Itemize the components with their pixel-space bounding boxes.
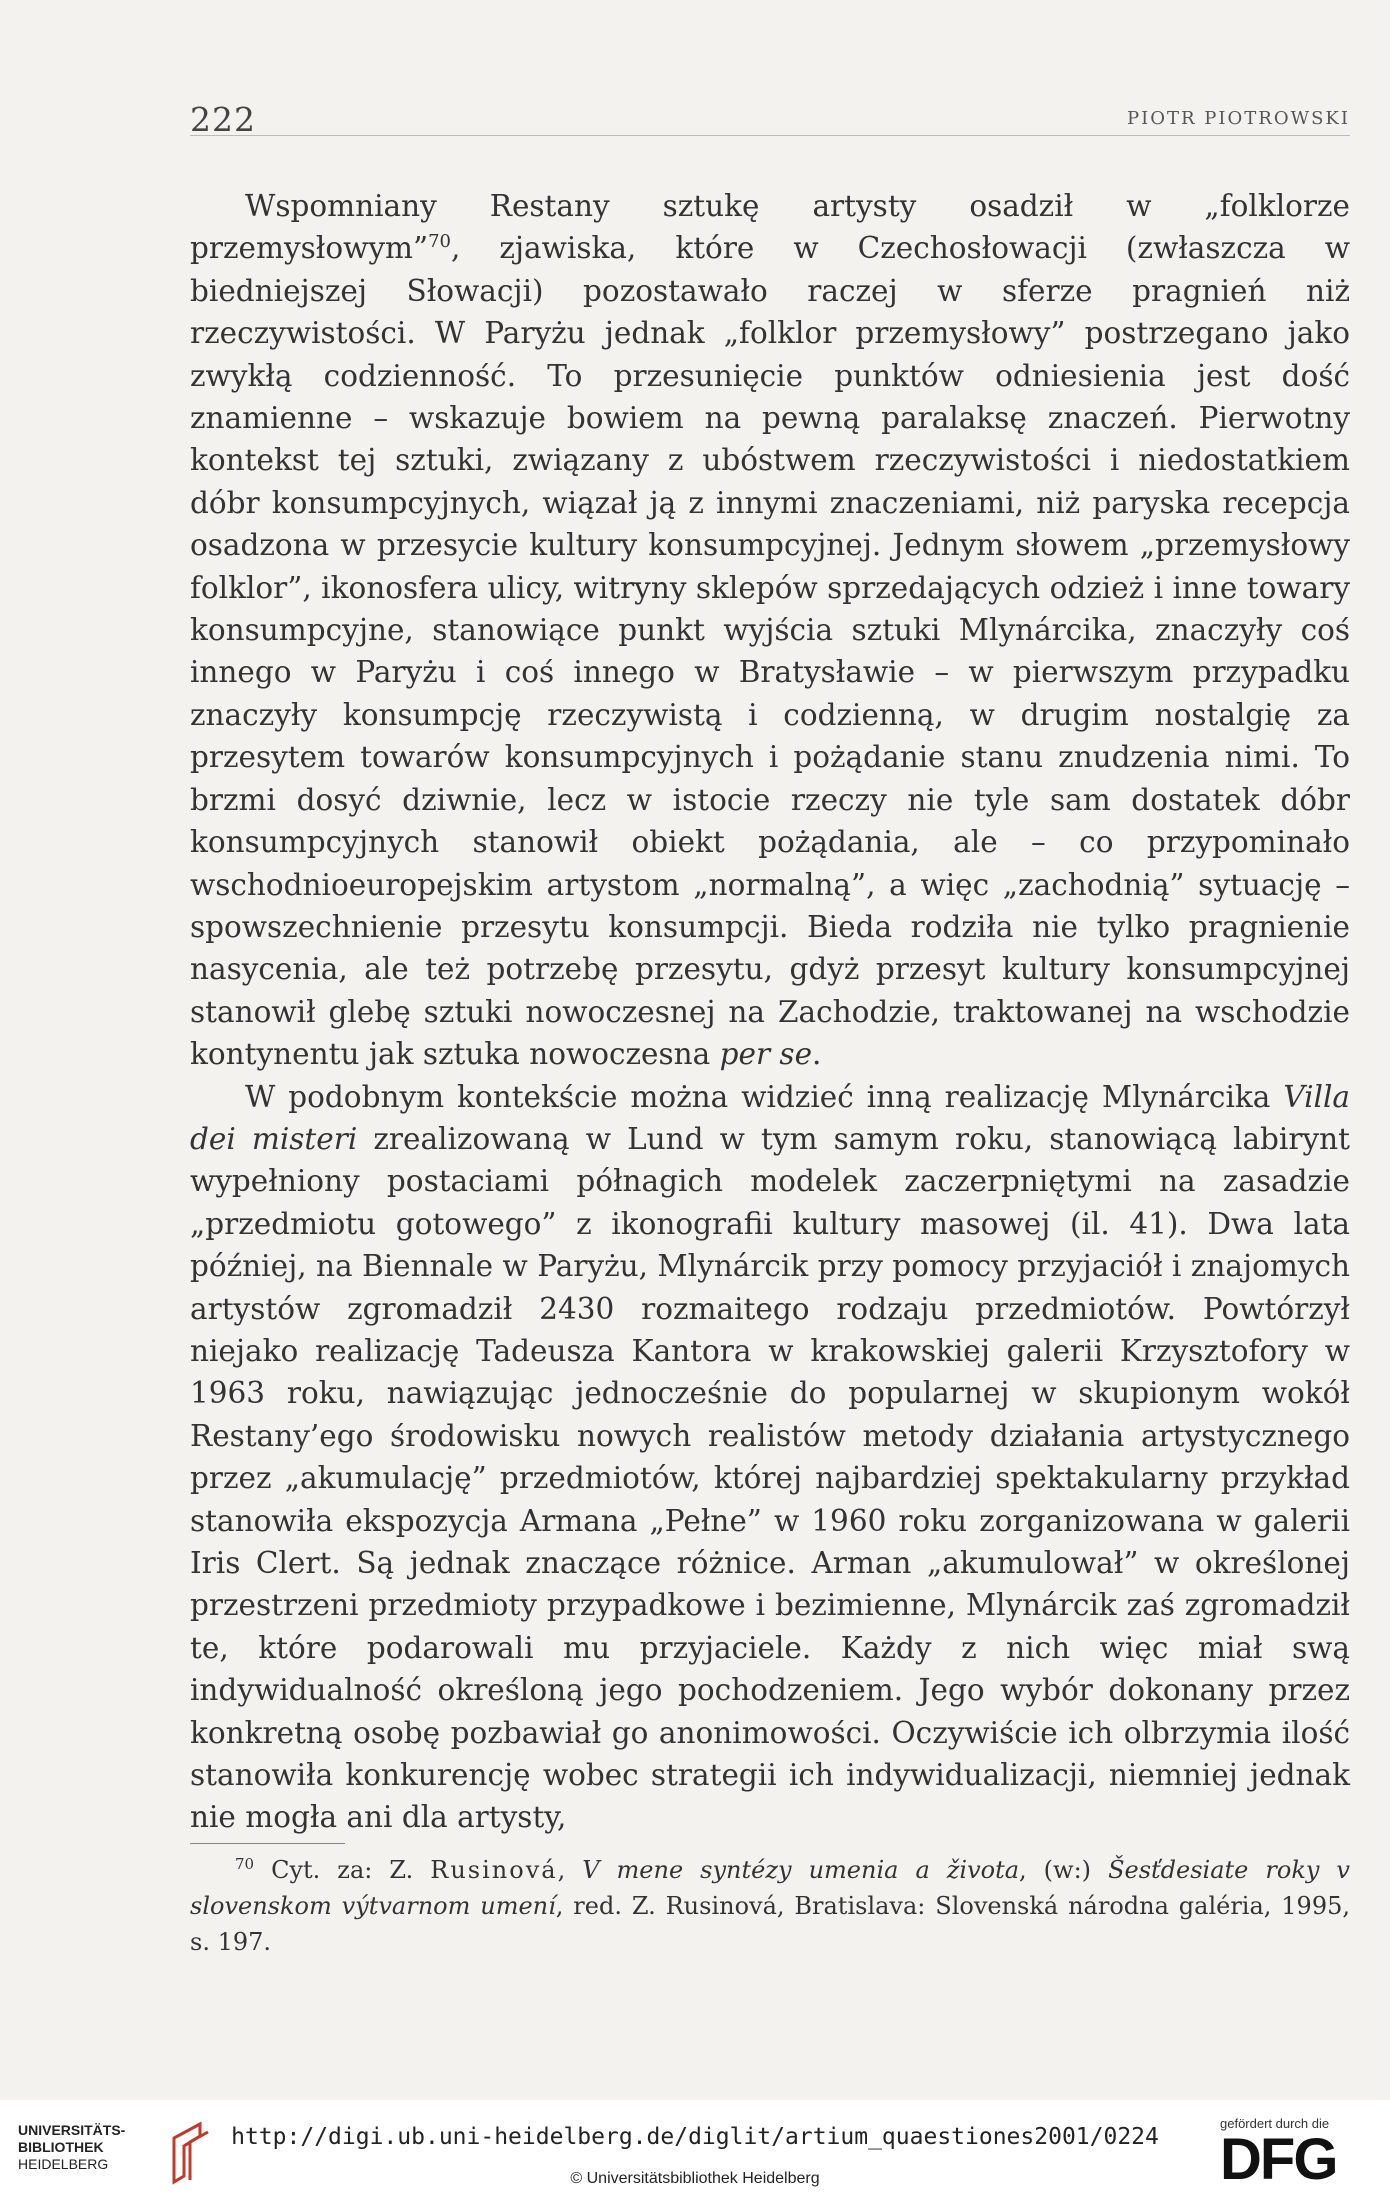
footnote-rule	[190, 1843, 345, 1844]
dfg-logo: gefördert durch die DFG	[1220, 2116, 1337, 2192]
footnote-70: $^{70}$ Cyt. za: Z. Rusinová, V mene syntézy umenia a života, (w:) Šesťdesiate roky v slovenskom výtvarnom umení, red. Z. Rusinová, Bratislava: Slovenská národna galéria, 1995, s. 197.	[190, 1855, 1350, 1956]
running-head-author: PIOTR PIOTROWSKI	[1127, 108, 1350, 129]
paragraph-2: W podobnym kontekście można widzieć inną realizację Mlynárcika Villa dei misteri zrealizowaną w Lund w tym samym roku, stanowiącą labirynt wypełniony postaciami półnagich modelek zaczerpniętymi na zasadzie „przedmiotu gotowego” z ikonografii kultury masowej (il. 41). Dwa lata później, na Biennale w Paryżu, Mlynárcik przy pomocy przyjaciół i znajomych artystów zgromadził 2430 rozmaitego rodzaju przedmiotów. Powtórzył niejako realizację Tadeusza Kantora w krakowskiej galerii Krzysztofory w 1963 roku, nawiązując jednocześnie do popularnej w skupionym wokół Restany’ego środowisku nowych realistów metody działania artystycznego przez „akumulację” przedmiotów, której najbardziej spektakularny przykład stanowiła ekspozycja Armana „Pełne” w 1960 roku zorganizowana w galerii Iris Clert. Są jednak znaczące różnice. Arman „akumulował” w określonej przestrzeni przedmioty przypadkowe i bezimienne, Mlynárcik zaś zgromadził te, które podarowali mu przyjaciele. Każdy z nich więc miał swą indywidualność określoną jego pochodzeniem. Jego wybór dokonany przez konkretną osobę pozbawiał go anonimowości. Oczywiście ich olbrzymia ilość stanowiła konkurencję wobec strategii ich indywidualizacji, niemniej jednak nie mogła ani dla artysty,	[190, 1079, 1350, 1835]
paragraph-1: Wspomniany Restany sztukę artysty osadził w „folklorze przemysłowym”$^{70}$, zjawiska, które w Czechosłowacji (zwłaszcza w biedniejszej Słowacji) pozostawało raczej w sferze pragnień niż rzeczywistości. W Paryżu jednak „folklor przemysłowy” postrzegano jako zwykłą codzienność. To przesunięcie punktów odniesienia jest dość znamienne – wskazuje bowiem na pewną paralaksę znaczeń. Pierwotny kontekst tej sztuki, związany z ubóstwem rzeczywistości i niedostatkiem dóbr konsumpcyjnych, wiązał ją z innymi znaczeniami, niż paryska recepcja osadzona w przesycie kultury konsumpcyjnej. Jednym słowem „przemysłowy folklor”, ikonosfera ulicy, witryny sklepów sprzedających odzież i inne towary konsumpcyjne, stanowiące punkt wyjścia sztuki Mlynárcika, znaczyły coś innego w Paryżu i coś innego w Bratysławie – w pierwszym przypadku znaczyły konsumpcję rzeczywistą i codzienną, w drugim nostalgię za przesytem towarów konsumpcyjnych i pożądanie stanu znudzenia nimi. To brzmi dosyć dziwnie, lecz w istocie rzeczy nie tyle sam dostatek dóbr konsumpcyjnych stanowił obiekt pożądania, ale – co przypominało wschodnioeuropejskim artystom „normalną”, a więc „zachodnią” sytuację – spowszechnienie przesytu konsumpcji. Bieda rodziła nie tylko pragnienie nasycenia, ale też potrzebę przesytu, gdyż przesyt kultury konsumpcyjnej stanowił glebę sztuki nowoczesnej na Zachodzie, traktowanej na wschodzie kontynentu jak sztuka nowoczesna per se.	[190, 189, 1350, 1072]
running-head	[190, 100, 1350, 140]
footnote-ref-70: 70	[428, 231, 451, 253]
ub-heidelberg-logo: UNIVERSITÄTS- BIBLIOTHEK HEIDELBERG	[18, 2120, 218, 2190]
digitization-footer	[0, 2100, 1390, 2206]
source-url-link[interactable]: http://digi.ub.uni-heidelberg.de/diglit/artium_quaestiones2001/0224	[231, 2124, 1159, 2150]
copyright-notice: © Universitätsbibliothek Heidelberg	[570, 2170, 820, 2187]
page-number: 222	[190, 100, 256, 139]
body-text	[190, 185, 1350, 1839]
header-rule	[190, 135, 1350, 136]
